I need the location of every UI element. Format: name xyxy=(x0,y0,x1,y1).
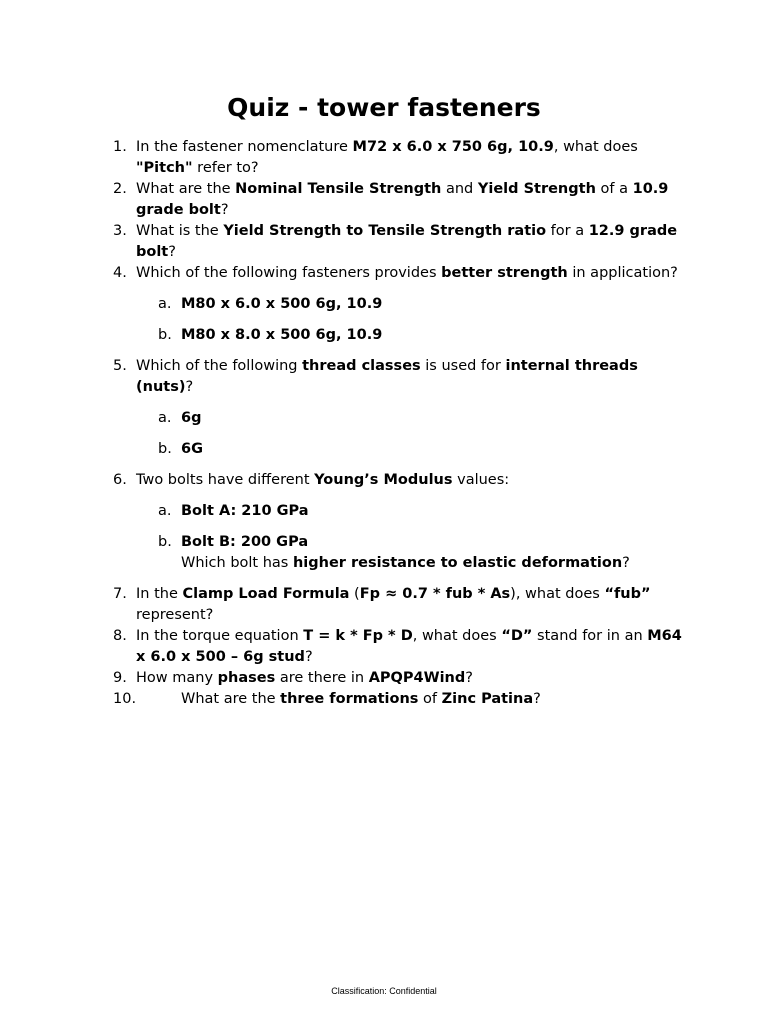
text-run: is used for xyxy=(420,358,506,374)
option-letter: b. xyxy=(158,327,172,343)
text-run: Which bolt has xyxy=(181,555,293,571)
bold-text: M72 x 6.0 x 750 6g, 10.9 xyxy=(352,139,554,155)
question-number: 1. xyxy=(113,139,127,155)
option-letter: a. xyxy=(158,296,172,312)
question-item xyxy=(113,668,683,689)
answer-options xyxy=(113,408,683,460)
bold-text: Fp ≈ 0.7 * fub * As xyxy=(359,586,511,602)
text-run: Which of the following fasteners provides xyxy=(136,265,442,281)
bold-text: APQP4Wind xyxy=(368,670,466,686)
bold-text: phases xyxy=(217,670,276,686)
question-item xyxy=(113,179,683,221)
question-item xyxy=(113,584,683,626)
bold-text: internal threads (nuts) xyxy=(136,358,638,395)
text-run: ? xyxy=(533,691,541,707)
question-number: 10. xyxy=(113,691,137,707)
text-run: , what does xyxy=(412,628,502,644)
text-run: ? xyxy=(220,202,229,218)
text-run: Which of the following xyxy=(136,358,303,374)
bold-text: 12.9 grade bolt xyxy=(136,223,678,260)
question-item xyxy=(113,470,683,491)
bold-text: 10.9 grade bolt xyxy=(136,181,669,218)
question-number: 6. xyxy=(113,472,127,488)
text-run: values: xyxy=(452,472,510,488)
text-run: refer to? xyxy=(192,160,259,176)
bold-text: three formations xyxy=(280,691,419,707)
question-list xyxy=(113,137,683,710)
option-text: 6g xyxy=(181,410,202,426)
bold-text: Zinc Patina xyxy=(441,691,534,707)
answer-option xyxy=(113,532,683,553)
bold-text: Yield Strength to Tensile Strength ratio xyxy=(223,223,547,239)
bold-text: Yield Strength xyxy=(477,181,596,197)
bold-text: Nominal Tensile Strength xyxy=(235,181,442,197)
option-letter: b. xyxy=(158,441,172,457)
question-number: 7. xyxy=(113,586,127,602)
question-number: 5. xyxy=(113,358,127,374)
follow-up-question xyxy=(113,553,683,574)
answer-option xyxy=(113,408,683,429)
bold-text: “fub” xyxy=(604,586,651,602)
text-run: in application? xyxy=(567,265,678,281)
answer-option xyxy=(113,439,683,460)
option-text: 6G xyxy=(181,441,203,457)
answer-option xyxy=(113,294,683,315)
question-number: 3. xyxy=(113,223,127,239)
option-letter: a. xyxy=(158,503,172,519)
text-run: Two bolts have different xyxy=(136,472,315,488)
bold-text: T = k * Fp * D xyxy=(303,628,413,644)
question-number: 2. xyxy=(113,181,127,197)
text-run: What are the xyxy=(181,691,281,707)
text-run: ? xyxy=(168,244,176,260)
text-run: ? xyxy=(465,670,473,686)
text-run: ? xyxy=(185,379,194,395)
option-text: M80 x 8.0 x 500 6g, 10.9 xyxy=(181,327,383,343)
text-run: What is the xyxy=(136,223,224,239)
question-item xyxy=(113,221,683,263)
question-item xyxy=(113,263,683,284)
question-number: 4. xyxy=(113,265,127,281)
bold-text: thread classes xyxy=(302,358,421,374)
page-title: Quiz - tower fasteners xyxy=(227,93,541,122)
option-text: Bolt A: 210 GPa xyxy=(181,503,309,519)
text-run: What are the xyxy=(136,181,236,197)
bold-text: Clamp Load Formula xyxy=(182,586,350,602)
option-text: Bolt B: 200 GPa xyxy=(181,534,309,550)
text-run: of a xyxy=(595,181,633,197)
bold-text: "Pitch" xyxy=(136,160,193,176)
bold-text: better strength xyxy=(441,265,568,281)
answer-option xyxy=(113,501,683,522)
bold-text: Young’s Modulus xyxy=(314,472,453,488)
bold-text: higher resistance to elastic deformation xyxy=(292,555,623,571)
text-run: of xyxy=(418,691,442,707)
question-item xyxy=(113,689,683,710)
text-run: How many xyxy=(136,670,218,686)
option-letter: b. xyxy=(158,534,172,550)
text-run: In the xyxy=(136,586,183,602)
text-run: are there in xyxy=(275,670,369,686)
text-run: In the torque equation xyxy=(136,628,304,644)
text-run: ? xyxy=(622,555,630,571)
text-run: ), what does xyxy=(510,586,605,602)
question-item xyxy=(113,356,683,398)
text-run: ( xyxy=(349,586,360,602)
classification-footer: Classification: Confidential xyxy=(331,986,437,996)
answer-options xyxy=(113,294,683,346)
option-text: M80 x 6.0 x 500 6g, 10.9 xyxy=(181,296,383,312)
text-run: represent? xyxy=(136,607,214,623)
text-run: ? xyxy=(304,649,313,665)
answer-option xyxy=(113,325,683,346)
question-item xyxy=(113,137,683,179)
text-run: and xyxy=(441,181,478,197)
text-run: In the fastener nomenclature xyxy=(136,139,353,155)
question-item xyxy=(113,626,683,668)
question-number: 8. xyxy=(113,628,127,644)
bold-text: M64 x 6.0 x 500 – 6g stud xyxy=(136,628,682,665)
question-number: 9. xyxy=(113,670,127,686)
text-run: , what does xyxy=(553,139,638,155)
bold-text: “D” xyxy=(501,628,533,644)
text-run: stand for in an xyxy=(532,628,648,644)
answer-options xyxy=(113,501,683,553)
text-run: for a xyxy=(546,223,589,239)
option-letter: a. xyxy=(158,410,172,426)
